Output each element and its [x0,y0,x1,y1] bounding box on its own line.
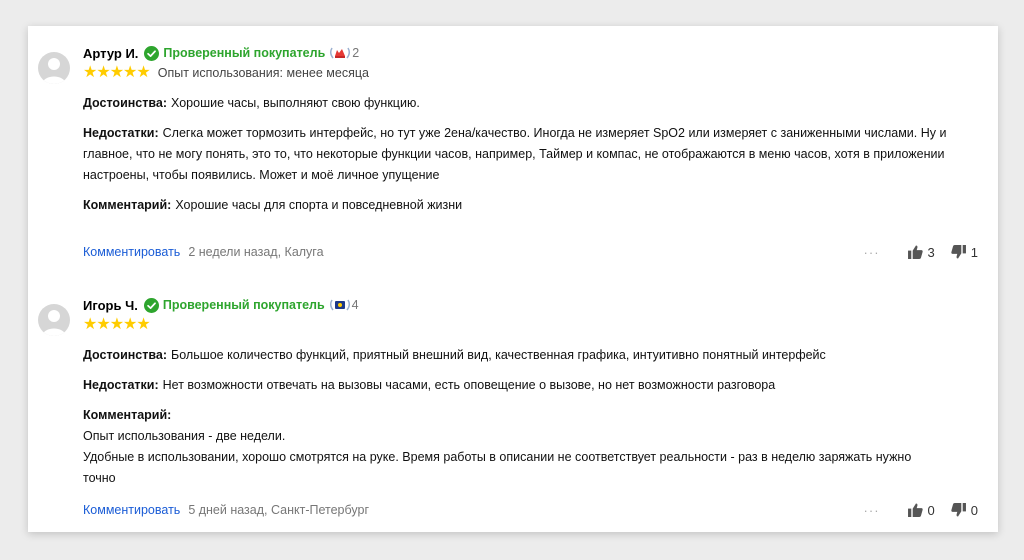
comment-line: Удобные в использовании, хорошо смотрятся на руке. Время работы в описании не соответствует реальности - раз в неделю заряжать нужно [83,450,912,464]
pros-label: Достоинства: [83,96,168,110]
cons-text: Слегка может тормозить интерфейс, но тут уже 2ена/качество. Иногда не измеряет SpO2 или измеряет с заниженными числами. Ну и главное, что не могу понять, это то, что некоторые функции часов, например, Таймер и компас, не отображаются в меню часов, хотя в приложении настроены, чтобы появились. Может и моё личное упущение [83,126,947,182]
review-body [83,294,978,518]
comment-section [83,405,978,489]
user-silhouette-icon [38,52,70,84]
thumbs-down-icon [951,245,966,259]
avatar[interactable] [38,52,70,84]
review-footer [83,242,978,262]
user-silhouette-icon [38,304,70,336]
more-options-icon[interactable]: ··· [863,244,880,260]
comment-text: Хорошие часы для спорта и повседневной жизни [175,198,463,212]
vote-controls [864,242,978,262]
star-rating: ★★★★★ [83,64,150,81]
comment-button[interactable]: Комментировать [83,503,181,517]
thumbs-up-icon [908,245,923,259]
avatar[interactable] [38,304,70,336]
verified-check-icon [144,46,159,61]
comment-label: Комментарий: [83,198,172,212]
comment-section [83,195,978,216]
dislike-count: 0 [970,502,978,518]
like-count: 0 [927,502,935,518]
author-name[interactable]: Игорь Ч. [83,297,138,313]
reviews-card [28,26,998,532]
pros-section [83,93,978,114]
comment-line: Опыт использования - две недели. [83,429,286,443]
comment-button[interactable]: Комментировать [83,245,181,259]
vote-controls [864,500,978,520]
laurel-badge-icon[interactable] [329,46,351,60]
pros-label: Достоинства: [83,348,168,362]
review-header [83,294,978,316]
laurel-badge-icon[interactable] [329,298,351,312]
cons-text: Нет возможности отвечать на вызовы часами, есть оповещение о вызове, но нет возможности разговора [162,378,776,392]
pros-text: Большое количество функций, приятный внешний вид, качественная графика, интуитивно понятный интерфейс [171,348,826,362]
review-date-location: 2 недели назад, Калуга [188,245,324,259]
usage-duration: Опыт использования: менее месяца [157,66,369,80]
cons-label: Недостатки: [83,126,159,140]
badge-count: 4 [351,298,359,312]
review-header [83,42,978,64]
thumbs-down-icon [951,503,966,517]
review-item [28,294,998,524]
more-options-icon[interactable]: ··· [863,502,880,518]
like-button[interactable] [908,503,935,518]
verified-buyer-label: Проверенный покупатель [162,298,325,312]
comment-line: точно [83,471,116,485]
dislike-button[interactable] [951,503,978,518]
star-rating: ★★★★★ [83,316,150,333]
dislike-button[interactable] [951,245,978,260]
rating-row [83,64,978,82]
cons-label: Недостатки: [83,378,159,392]
badge-count: 2 [352,46,360,60]
pros-text: Хорошие часы, выполняют свою функцию. [171,96,420,110]
author-name[interactable]: Артур И. [83,45,139,61]
review-item [28,42,998,262]
thumbs-up-icon [908,503,923,517]
dislike-count: 1 [970,244,978,260]
review-body [83,42,978,260]
like-count: 3 [927,244,935,260]
cons-section [83,123,978,186]
review-footer [83,500,978,520]
verified-check-icon [144,298,159,313]
review-date-location: 5 дней назад, Санкт-Петербург [188,503,370,517]
verified-buyer-label: Проверенный покупатель [163,46,326,60]
comment-label: Комментарий: [83,408,172,422]
pros-section [83,345,978,366]
cons-section [83,375,978,396]
rating-row [83,316,978,334]
like-button[interactable] [908,245,935,260]
